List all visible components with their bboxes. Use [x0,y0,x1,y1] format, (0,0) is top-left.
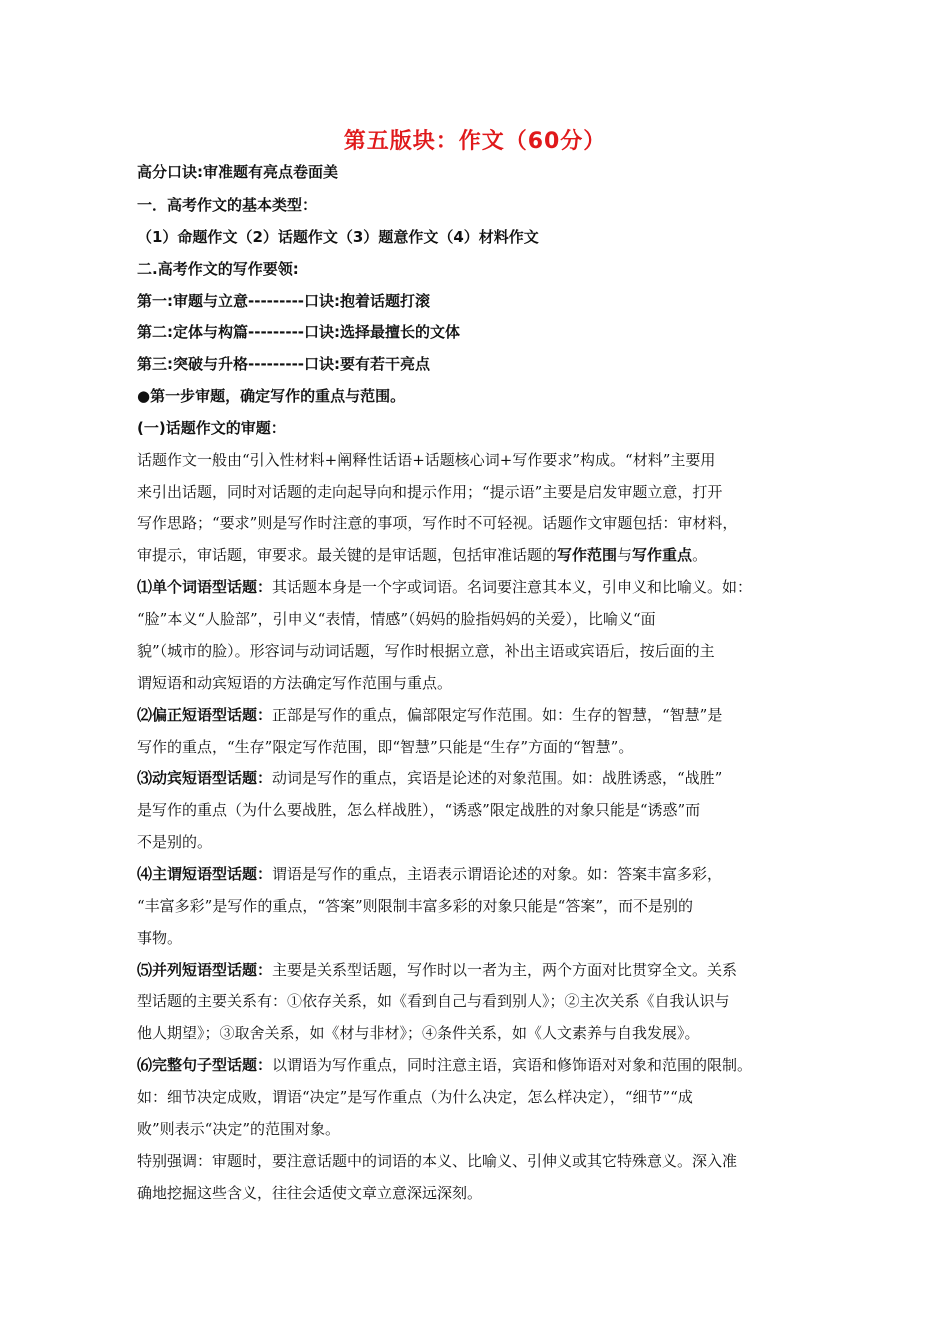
writing-focus-keyword: 写作重点 [632,546,693,564]
special-emphasis-line-1: 特别强调：审题时，要注意话题中的词语的本义、比喻义、引伸义或其它特殊意义。深入准 [137,1152,738,1170]
intro-line-3: 写作思路；“要求”则是写作时注意的事项，写作时不可轻视。话题作文审题包括：审材料， [137,514,738,532]
page-title: 第五版块：作文（60分） [343,129,607,154]
topic-type-4-label: ⑷主谓短语型话题： [137,865,273,883]
topic-type-4 [137,864,722,884]
writing-point-2: 第二:定体与构篇---------口诀:选择最擅长的文体 [137,323,461,341]
topic-type-3-line-2: 是写作的重点（为什么要战胜，怎么样战胜），“诱惑”限定战胜的对象只能是“诱惑”而 [137,801,701,819]
topic-type-2-label: ⑵偏正短语型话题： [137,706,273,724]
motto: 高分口诀:审准题有亮点卷面美 [137,163,338,181]
topic-type-4-text: 谓语是写作的重点，主语表示谓语论述的对象。如：答案丰富多彩， [272,865,723,883]
topic-type-5-text: 主要是关系型话题，写作时以一者为主，两个方面对比贯穿全文。关系 [272,961,738,979]
intro-line-4-end: 。 [692,546,708,564]
intro-line-1: 话题作文一般由“引入性材料+阐释性话语+话题核心词+写作要求”构成。“材料”主要用 [137,451,716,469]
topic-type-1-line-2: “脸”本义“人脸部”，引申义“表情，情感”（妈妈的脸指妈妈的关爱），比喻义“面 [137,610,656,628]
intro-line-4 [137,545,707,565]
intro-line-4-text: 审提示，审话题，审要求。最关键的是审话题，包括审准话题的 [137,546,558,564]
topic-type-2 [137,705,722,725]
writing-point-3: 第三:突破与升格---------口诀:要有若干亮点 [137,355,431,373]
topic-type-3-line-3: 不是别的。 [137,833,213,851]
topic-type-1 [137,577,752,597]
topic-type-3 [137,768,722,788]
topic-type-2-line-2: 写作的重点，“生存”限定写作范围，即“智慧”只能是“生存”方面的“智慧”。 [137,738,634,756]
topic-type-1-label: ⑴单个词语型话题： [137,578,273,596]
topic-type-1-text: 其话题本身是一个字或词语。名词要注意其本义，引申义和比喻义。如： [272,578,753,596]
topic-type-5-line-3: 他人期望》；③取舍关系，如《材与非材》；④条件关系，如《人文素养与自我发展》。 [137,1024,700,1042]
intro-line-2: 来引出话题，同时对话题的走向起导向和提示作用；“提示语”主要是启发审题立意，打开 [137,483,723,501]
topic-type-4-line-3: 事物。 [137,929,183,947]
step-1-heading: ●第一步审题，确定写作的重点与范围。 [137,387,406,405]
section-1-heading: 一．高考作文的基本类型： [137,196,318,214]
topic-type-3-label: ⑶动宾短语型话题： [137,769,273,787]
topic-type-5 [137,960,737,980]
topic-type-5-line-2: 型话题的主要关系有：①依存关系，如《看到自己与看到别人》；②主次关系《自我认识与 [137,992,730,1010]
topic-type-4-line-2: “丰富多彩”是写作的重点，“答案”则限制丰富多彩的对象只能是“答案”，而不是别的 [137,897,694,915]
writing-scope-keyword: 写作范围 [557,546,618,564]
intro-line-4-mid: 与 [617,546,633,564]
topic-type-1-line-4: 谓短语和动宾短语的方法确定写作范围与重点。 [137,674,453,692]
topic-type-6-line-3: 败”则表示“决定”的范围对象。 [137,1120,341,1138]
composition-types: （1）命题作文（2）话题作文（3）题意作文（4）材料作文 [137,228,539,246]
topic-type-1-line-3: 貌”（城市的脸）。形容词与动词话题，写作时根据立意，补出主语或宾语后，按后面的主 [137,642,715,660]
topic-type-6-label: ⑹完整句子型话题： [137,1056,273,1074]
section-2-heading: 二.高考作文的写作要领: [137,260,299,278]
special-emphasis-line-2: 确地挖掘这些含义，往往会适使文章立意深远深刻。 [137,1184,483,1202]
writing-point-1: 第一:审题与立意---------口诀:抱着话题打滚 [137,292,431,310]
topic-type-6-line-2: 如：细节决定成败，谓语“决定”是写作重点（为什么决定，怎么样决定），“细节”“成 [137,1088,693,1106]
subsection-1-heading: (一)话题作文的审题： [137,419,286,437]
topic-type-6 [137,1055,752,1075]
topic-type-2-text: 正部是写作的重点，偏部限定写作范围。如：生存的智慧，“智慧”是 [272,706,723,724]
topic-type-3-text: 动词是写作的重点，宾语是论述的对象范围。如：战胜诱惑，“战胜” [272,769,723,787]
topic-type-5-label: ⑸并列短语型话题： [137,961,273,979]
topic-type-6-text: 以谓语为写作重点，同时注意主语，宾语和修饰语对对象和范围的限制。 [272,1056,753,1074]
